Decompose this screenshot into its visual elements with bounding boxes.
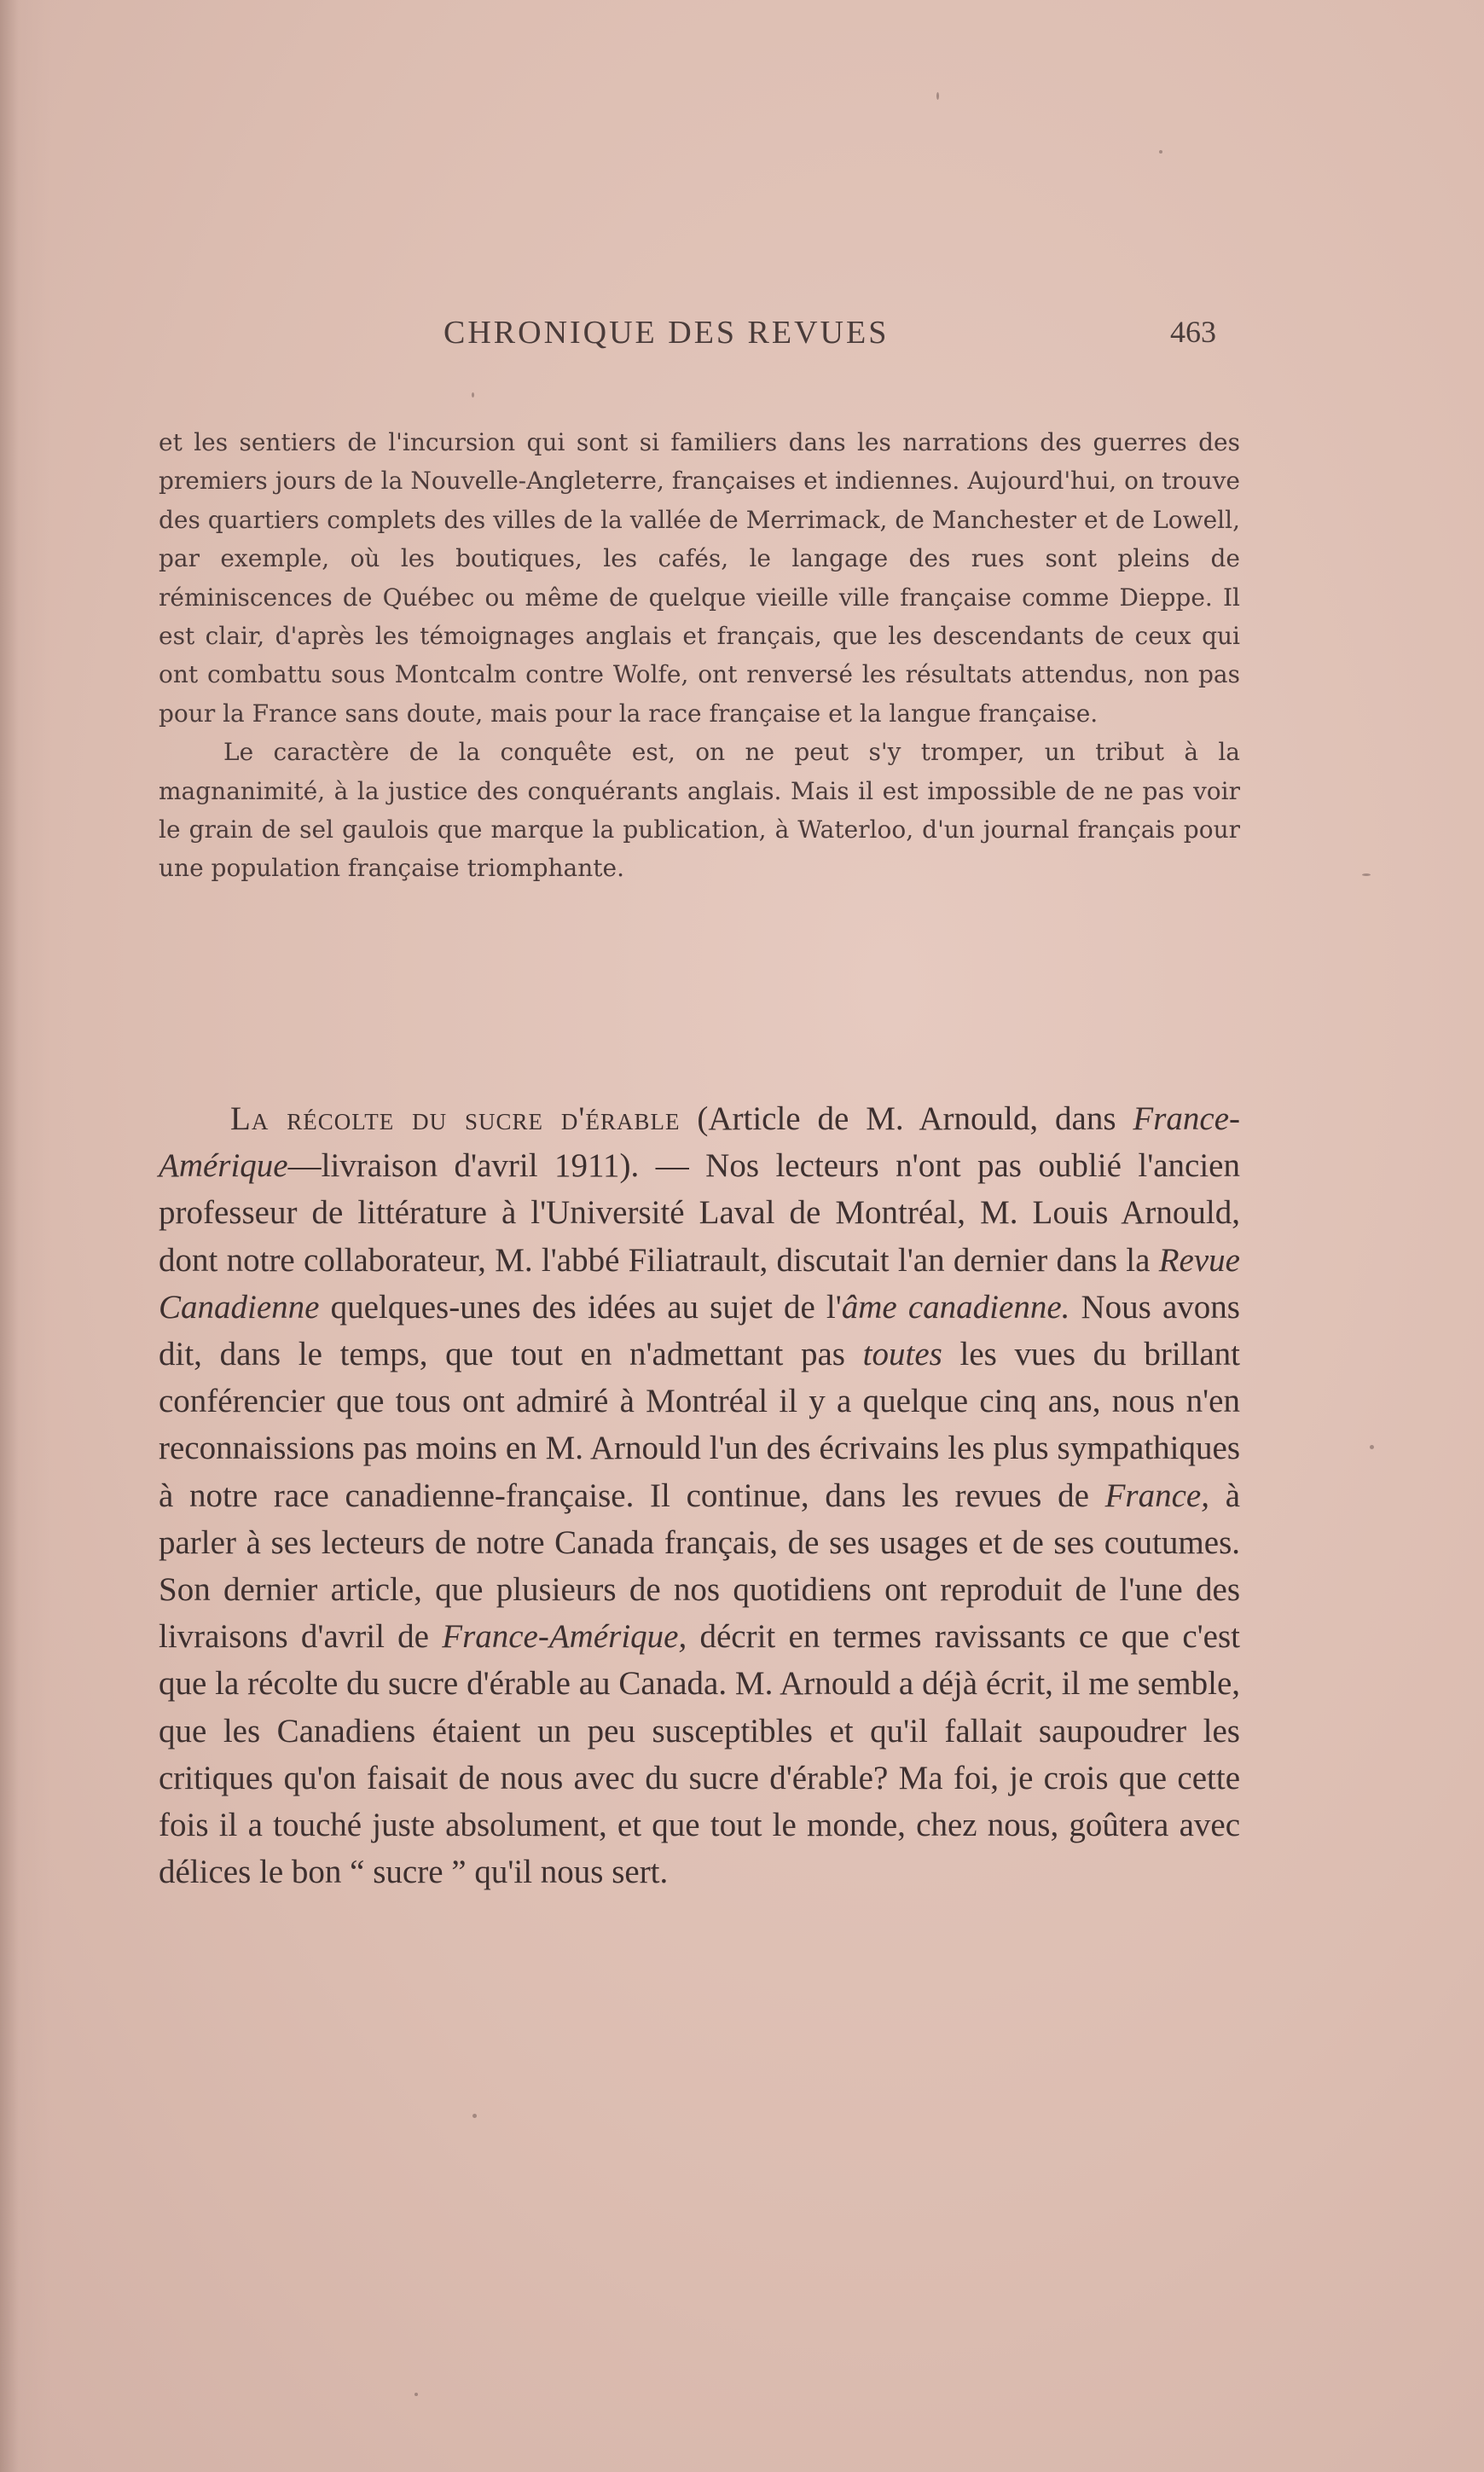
journal-title: France-Amérique (159, 1100, 1241, 1185)
text-segment: quelques-unes des idées au sujet de l' (319, 1288, 842, 1326)
continued-passage (159, 423, 1240, 888)
emphasis: toutes (862, 1336, 942, 1373)
paragraph-continued: et les sentiers de l'incursion qui sont si familiers dans les narrations des guerres des premiers jours de la Nouvelle-Angleterre, françaises et indiennes. Aujourd'hui, on trouve des quartiers complets des villes de la vallée de Merrimack, de Manchester et de Lowell, par exemple, où les boutiques, les cafés, le langage des rues sont pleins de réminiscences de Québec ou même de quelque vieille ville française comme Dieppe. Il est clair, d'après les témoignages anglais et français, que les descendants de ceux qui ont combattu sous Montcalm contre Wolfe, ont renversé les résultats attendus, non pas pour la France sans doute, mais pour la race française et la langue française. (159, 428, 1240, 728)
article-paragraph (159, 1095, 1240, 1895)
paper-speck (1159, 150, 1162, 154)
text-segment: —livraison d'avril 1911). — Nos lecteurs n'ont pas oublié l'ancien professeur de littérature à l'Université Laval de Montréal, M. Louis Arnould, dont notre collaborateur, M. l'abbé Filiatrault, discutait l'an dernier dans la (159, 1147, 1240, 1279)
text-segment: les vues du brillant conférencier que tous ont admiré à Montréal il y a quelque cinq ans, nous n'en reconnaissions pas moins en M. Arnould l'un des écrivains les plus sympathiques à notre race canadienne-française. Il continue, dans les revues de (159, 1336, 1240, 1514)
text-segment: à parler à ses lecteurs de notre Canada français, de ses usages et de ses coutumes. Son dernier article, que plusieurs de nos quotidiens ont reproduit de l'une des livraisons d'avril de (159, 1477, 1241, 1656)
emphasis: âme canadienne. (841, 1288, 1070, 1326)
text-segment: Nous avons dit, dans le temps, que tout en n'admettant pas (159, 1288, 1240, 1373)
paper-speck (472, 392, 474, 397)
running-title: CHRONIQUE DES REVUES (443, 315, 890, 351)
paper-speck (472, 2114, 477, 2118)
journal-title: France-Amérique, (442, 1618, 687, 1656)
paper-speck (1370, 1445, 1374, 1449)
text-segment: (Article de M. Arnould, dans (680, 1100, 1133, 1137)
paper-speck (414, 2393, 418, 2396)
review-article (159, 1095, 1240, 1895)
page-number: 463 (1170, 315, 1216, 349)
text-segment: décrit en termes ravissants ce que c'est que la récolte du sucre d'érable au Canada. M. Arnould a déjà écrit, il me semble, que les Canadiens étaient un peu susceptibles et qu'il fallait saupoudrer les critiques qu'on faisait de nous avec du sucre d'érable? Ma foi, je crois que cette fois il a touché juste absolument, et que tout le monde, chez nous, goûtera avec délices le bon “ sucre ” qu'il nous sert. (159, 1618, 1240, 1891)
article-heading: La récolte du sucre d'érable (230, 1100, 681, 1137)
running-head (0, 314, 1484, 357)
paper-speck (936, 92, 939, 100)
emphasis: France, (1104, 1477, 1209, 1514)
journal-title: Revue Canadienne (159, 1241, 1240, 1326)
paragraph-conquest: Le caractère de la conquête est, on ne peut s'y tromper, un tribut à la magnanimité, à la justice des conquérants anglais. Mais il est impossible de ne pas voir le grain de sel gaulois que marque la publication, à Waterloo, d'un journal français pour une population française triomphante. (159, 738, 1240, 883)
paper-speck (1362, 873, 1371, 876)
